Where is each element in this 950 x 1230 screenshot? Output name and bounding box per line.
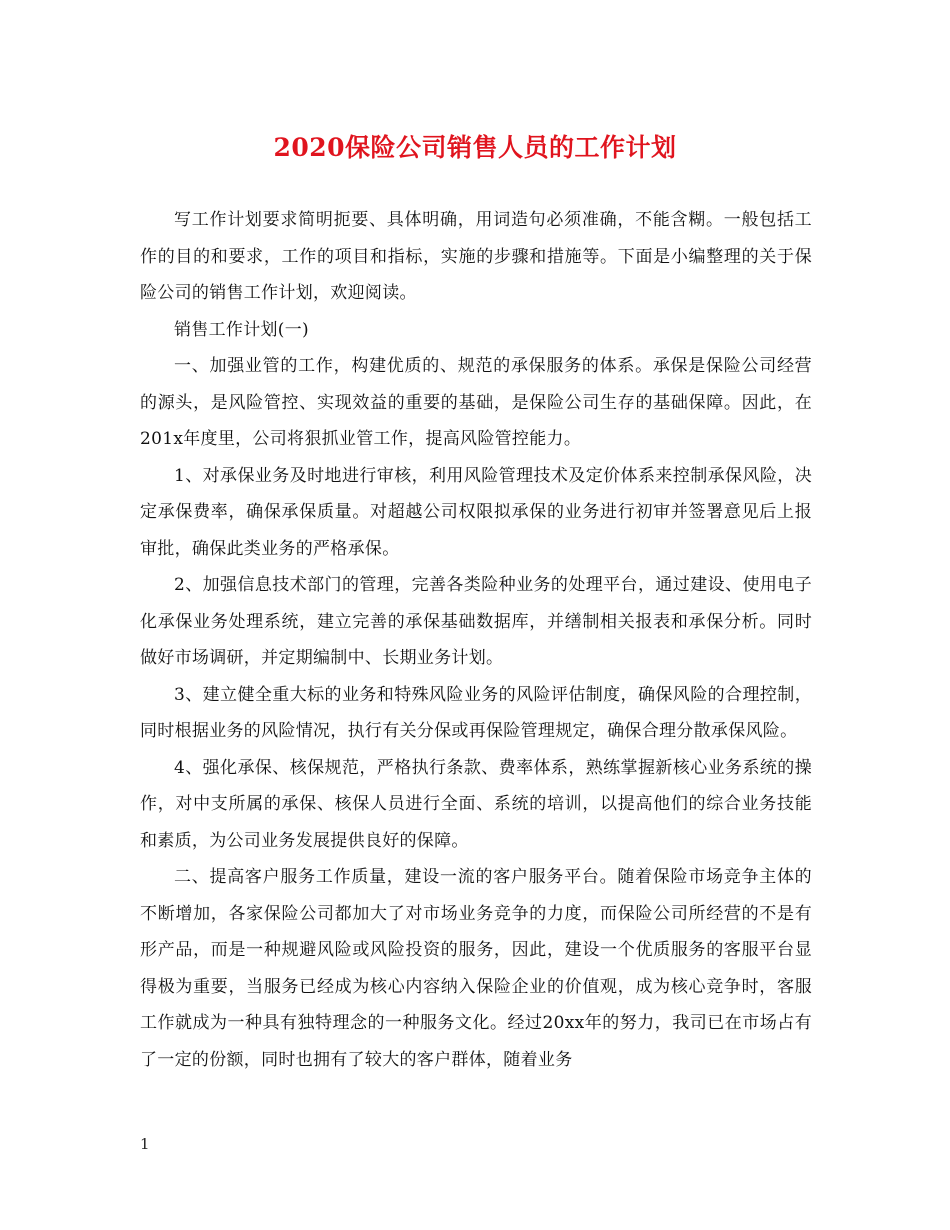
paragraph-section-2: 二、提高客户服务工作质量，建设一流的客户服务平台。随着保险市场竞争主体的不断增加，各家保险公司都加大了对市场业务竞争的力度，而保险公司所经营的不是有形产品，而是一种规避风险或风险投资的服务，因此，建设一个优质服务的客服平台显得极为重要，当服务已经成为核心内容纳入保险企业的价值观，成为核心竞争时，客服工作就成为一种具有独特理念的一种服务文化。经过20xx年的努力，我司已在市场占有了一定的份额，同时也拥有了较大的客户群体，随着业务 xyxy=(140,867,812,1070)
paragraph-item-1: 1、对承保业务及时地进行审核，利用风险管理技术及定价体系来控制承保风险，决定承保费率，确保承保质量。对超越公司权限拟承保的业务进行初审并签署意见后上报审批，确保此类业务的严格承保。 xyxy=(140,465,812,559)
page-number: 1 xyxy=(140,1135,150,1153)
section-heading: 销售工作计划(一) xyxy=(174,319,309,340)
paragraph-item-3: 3、建立健全重大标的业务和特殊风险业务的风险评估制度，确保风险的合理控制，同时根据业务的风险情况，执行有关分保或再保险管理规定，确保合理分散承保风险。 xyxy=(140,684,812,741)
paragraph-intro: 写工作计划要求简明扼要、具体明确，用词造句必须准确，不能含糊。一般包括工作的目的和要求，工作的项目和指标，实施的步骤和措施等。下面是小编整理的关于保险公司的销售工作计划，欢迎阅读。 xyxy=(140,210,812,303)
document-body xyxy=(140,202,812,1078)
paragraph-section-1: 一、加强业管的工作，构建优质的、规范的承保服务的体系。承保是保险公司经营的源头，是风险管控、实现效益的重要的基础，是保险公司生存的基础保障。因此，在201x年度里，公司将狠抓业管工作，提高风险管控能力。 xyxy=(140,356,812,449)
page-title: 2020保险公司销售人员的工作计划 xyxy=(273,133,677,162)
paragraph-item-2: 2、加强信息技术部门的管理，完善各类险种业务的处理平台，通过建设、使用电子化承保业务处理系统，建立完善的承保基础数据库，并缮制相关报表和承保分析。同时做好市场调研，并定期编制中、长期业务计划。 xyxy=(140,575,812,668)
paragraph-item-4: 4、强化承保、核保规范，严格执行条款、费率体系，熟练掌握新核心业务系统的操作，对中支所属的承保、核保人员进行全面、系统的培训，以提高他们的综合业务技能和素质，为公司业务发展提供良好的保障。 xyxy=(140,757,812,851)
